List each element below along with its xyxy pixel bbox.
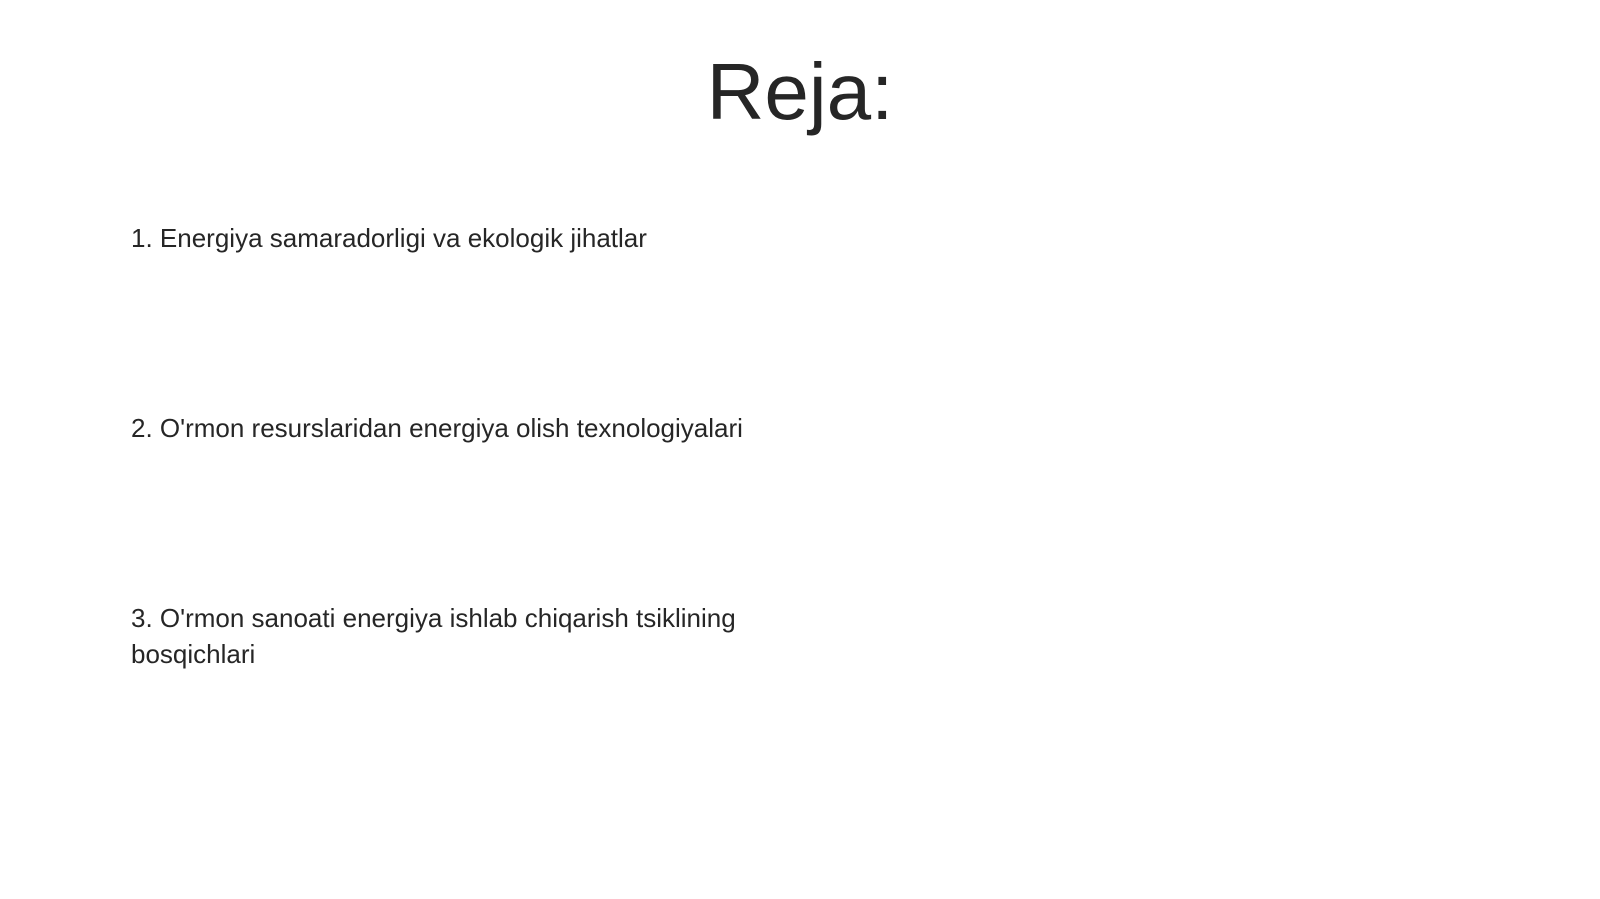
plan-item-1: 1. Energiya samaradorligi va ekologik jihatlar [131, 223, 647, 253]
plan-item-3: 3. O'rmon sanoati energiya ishlab chiqarish tsiklining bosqichlari [131, 603, 736, 669]
slide-title: Reja: [706, 47, 894, 136]
plan-item-2: 2. O'rmon resurslaridan energiya olish texnologiyalari [131, 413, 743, 443]
